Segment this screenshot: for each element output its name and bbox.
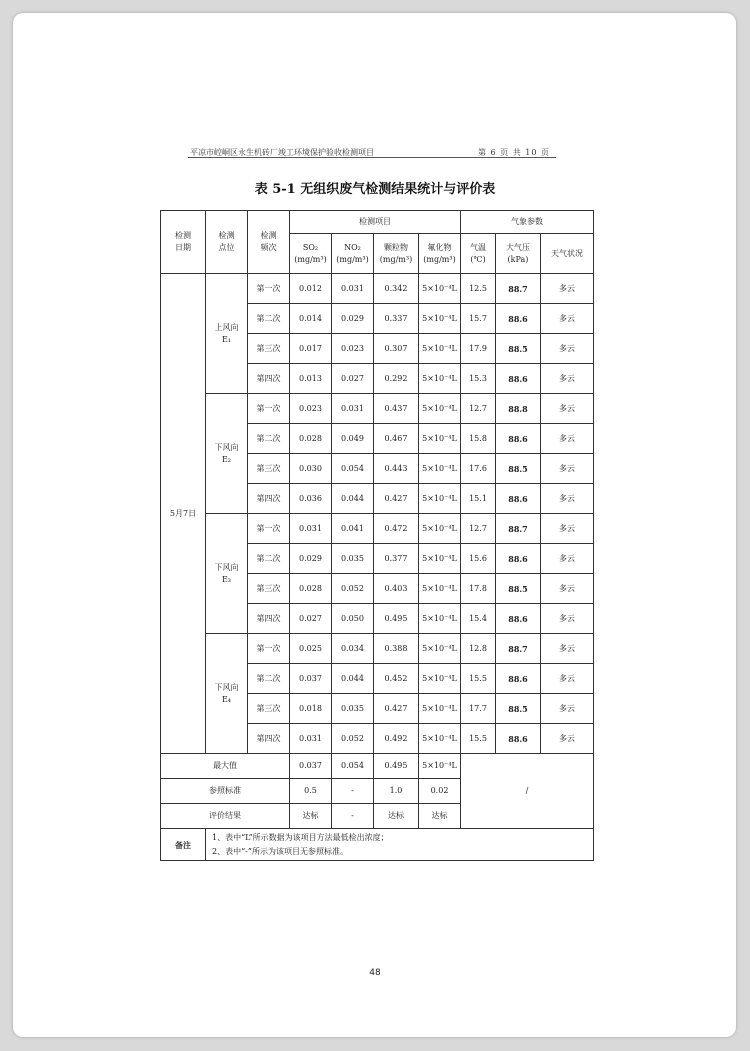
fluoride-cell: 5×10⁻⁴L bbox=[419, 544, 461, 574]
fluoride-cell: 5×10⁻⁴L bbox=[419, 754, 461, 779]
temperature-cell: 15.4 bbox=[461, 604, 496, 634]
header-particulate: 颗粒物 (mg/m³) bbox=[374, 234, 419, 274]
so2-cell: 0.037 bbox=[290, 664, 332, 694]
particulate-cell: 0.452 bbox=[374, 664, 419, 694]
particulate-cell: 0.495 bbox=[374, 754, 419, 779]
fluoride-cell: 5×10⁻⁴L bbox=[419, 634, 461, 664]
frequency-cell: 第一次 bbox=[248, 394, 290, 424]
page-number: 48 bbox=[369, 968, 381, 978]
header-test-items: 检测项目 bbox=[290, 211, 461, 234]
so2-cell: 0.018 bbox=[290, 694, 332, 724]
particulate-cell: 0.443 bbox=[374, 454, 419, 484]
particulate-cell: 0.495 bbox=[374, 604, 419, 634]
pressure-cell: 88.7 bbox=[496, 274, 541, 304]
temperature-cell: 17.9 bbox=[461, 334, 496, 364]
no2-cell: 0.052 bbox=[332, 574, 374, 604]
so2-cell: 0.036 bbox=[290, 484, 332, 514]
temperature-cell: 15.1 bbox=[461, 484, 496, 514]
so2-cell: 0.030 bbox=[290, 454, 332, 484]
particulate-cell: 0.342 bbox=[374, 274, 419, 304]
fluoride-cell: 5×10⁻⁴L bbox=[419, 394, 461, 424]
frequency-cell: 第四次 bbox=[248, 604, 290, 634]
header-no2: NO₂ (mg/m³) bbox=[332, 234, 374, 274]
no2-cell: 0.050 bbox=[332, 604, 374, 634]
note-line: 1、表中“L”所示数据为该项目方法最低检出浓度； bbox=[212, 832, 389, 842]
pressure-cell: 88.6 bbox=[496, 484, 541, 514]
particulate-cell: 达标 bbox=[374, 804, 419, 829]
weather-cell: 多云 bbox=[541, 694, 594, 724]
weather-cell: 多云 bbox=[541, 364, 594, 394]
fluoride-cell: 5×10⁻⁴L bbox=[419, 694, 461, 724]
so2-cell: 0.013 bbox=[290, 364, 332, 394]
frequency-cell: 第三次 bbox=[248, 694, 290, 724]
weather-cell: 多云 bbox=[541, 484, 594, 514]
pressure-cell: 88.5 bbox=[496, 454, 541, 484]
point-cell: 下风向 E₂ bbox=[206, 394, 248, 514]
pressure-cell: 88.7 bbox=[496, 514, 541, 544]
particulate-cell: 0.472 bbox=[374, 514, 419, 544]
pressure-cell: 88.5 bbox=[496, 694, 541, 724]
so2-cell: 0.025 bbox=[290, 634, 332, 664]
no2-cell: - bbox=[332, 779, 374, 804]
summary-label: 最大值 bbox=[161, 754, 290, 779]
fluoride-cell: 5×10⁻⁴L bbox=[419, 604, 461, 634]
no2-cell: 0.054 bbox=[332, 454, 374, 484]
no2-cell: - bbox=[332, 804, 374, 829]
so2-cell: 0.017 bbox=[290, 334, 332, 364]
no2-cell: 0.041 bbox=[332, 514, 374, 544]
pressure-cell: 88.6 bbox=[496, 364, 541, 394]
weather-cell: 多云 bbox=[541, 544, 594, 574]
pressure-cell: 88.6 bbox=[496, 544, 541, 574]
point-cell: 下风向 E₃ bbox=[206, 514, 248, 634]
no2-cell: 0.023 bbox=[332, 334, 374, 364]
so2-cell: 0.5 bbox=[290, 779, 332, 804]
point-cell: 上风向 E₁ bbox=[206, 274, 248, 394]
particulate-cell: 0.292 bbox=[374, 364, 419, 394]
frequency-cell: 第一次 bbox=[248, 514, 290, 544]
frequency-cell: 第四次 bbox=[248, 364, 290, 394]
particulate-cell: 0.307 bbox=[374, 334, 419, 364]
no2-cell: 0.027 bbox=[332, 364, 374, 394]
temperature-cell: 12.7 bbox=[461, 514, 496, 544]
frequency-cell: 第二次 bbox=[248, 304, 290, 334]
particulate-cell: 0.427 bbox=[374, 694, 419, 724]
fluoride-cell: 5×10⁻⁴L bbox=[419, 454, 461, 484]
fluoride-cell: 5×10⁻⁴L bbox=[419, 424, 461, 454]
fluoride-cell: 5×10⁻⁴L bbox=[419, 304, 461, 334]
running-header-page-count: 第 6 页 共 10 页 bbox=[478, 148, 550, 157]
so2-cell: 0.031 bbox=[290, 724, 332, 754]
point-cell: 下风向 E₄ bbox=[206, 634, 248, 754]
weather-cell: 多云 bbox=[541, 634, 594, 664]
particulate-cell: 0.427 bbox=[374, 484, 419, 514]
frequency-cell: 第一次 bbox=[248, 634, 290, 664]
summary-row bbox=[161, 754, 594, 779]
pressure-cell: 88.5 bbox=[496, 574, 541, 604]
weather-cell: 多云 bbox=[541, 334, 594, 364]
summary-label: 参照标准 bbox=[161, 779, 290, 804]
frequency-cell: 第四次 bbox=[248, 724, 290, 754]
so2-cell: 0.012 bbox=[290, 274, 332, 304]
weather-cell: 多云 bbox=[541, 574, 594, 604]
temperature-cell: 17.7 bbox=[461, 694, 496, 724]
temperature-cell: 15.6 bbox=[461, 544, 496, 574]
so2-cell: 0.028 bbox=[290, 574, 332, 604]
fluoride-cell: 达标 bbox=[419, 804, 461, 829]
fluoride-cell: 5×10⁻⁴L bbox=[419, 364, 461, 394]
note-line: 2、表中“-”所示为该项目无参照标准。 bbox=[212, 846, 348, 856]
particulate-cell: 0.467 bbox=[374, 424, 419, 454]
weather-cell: 多云 bbox=[541, 274, 594, 304]
so2-cell: 0.027 bbox=[290, 604, 332, 634]
weather-cell: 多云 bbox=[541, 664, 594, 694]
temperature-cell: 15.7 bbox=[461, 304, 496, 334]
weather-cell: 多云 bbox=[541, 394, 594, 424]
no2-cell: 0.035 bbox=[332, 544, 374, 574]
so2-cell: 0.029 bbox=[290, 544, 332, 574]
fluoride-cell: 5×10⁻⁴L bbox=[419, 664, 461, 694]
frequency-cell: 第二次 bbox=[248, 664, 290, 694]
temperature-cell: 15.5 bbox=[461, 664, 496, 694]
particulate-cell: 0.377 bbox=[374, 544, 419, 574]
weather-cell: 多云 bbox=[541, 424, 594, 454]
frequency-cell: 第一次 bbox=[248, 274, 290, 304]
notes-text bbox=[206, 829, 594, 861]
so2-cell: 0.014 bbox=[290, 304, 332, 334]
pressure-cell: 88.6 bbox=[496, 664, 541, 694]
header-rule bbox=[188, 157, 556, 158]
header-pressure: 大气压 (kPa) bbox=[496, 234, 541, 274]
results-table bbox=[160, 210, 594, 861]
so2-cell: 0.023 bbox=[290, 394, 332, 424]
no2-cell: 0.034 bbox=[332, 634, 374, 664]
table-row bbox=[161, 274, 594, 304]
pressure-cell: 88.6 bbox=[496, 724, 541, 754]
notes-row bbox=[161, 829, 594, 861]
temperature-cell: 15.5 bbox=[461, 724, 496, 754]
running-header-left: 平凉市崆峒区永生机砖厂竣工环境保护验收检测项目 bbox=[190, 148, 374, 157]
summary-label: 评价结果 bbox=[161, 804, 290, 829]
frequency-cell: 第三次 bbox=[248, 454, 290, 484]
header-date: 检测 日期 bbox=[161, 211, 206, 274]
fluoride-cell: 5×10⁻⁴L bbox=[419, 724, 461, 754]
pressure-cell: 88.6 bbox=[496, 304, 541, 334]
header-weather: 天气状况 bbox=[541, 234, 594, 274]
notes-label: 备注 bbox=[161, 829, 206, 861]
fluoride-cell: 5×10⁻⁴L bbox=[419, 514, 461, 544]
particulate-cell: 0.337 bbox=[374, 304, 419, 334]
temperature-cell: 12.5 bbox=[461, 274, 496, 304]
particulate-cell: 0.437 bbox=[374, 394, 419, 424]
frequency-cell: 第二次 bbox=[248, 424, 290, 454]
temperature-cell: 12.8 bbox=[461, 634, 496, 664]
particulate-cell: 0.388 bbox=[374, 634, 419, 664]
header-frequency: 检测 频次 bbox=[248, 211, 290, 274]
header-point: 检测 点位 bbox=[206, 211, 248, 274]
so2-cell: 0.031 bbox=[290, 514, 332, 544]
no2-cell: 0.044 bbox=[332, 664, 374, 694]
weather-cell: 多云 bbox=[541, 724, 594, 754]
weather-summary-cell: / bbox=[461, 754, 594, 829]
header-fluoride: 氟化物 (mg/m³) bbox=[419, 234, 461, 274]
fluoride-cell: 0.02 bbox=[419, 779, 461, 804]
table-row bbox=[161, 394, 594, 424]
fluoride-cell: 5×10⁻⁴L bbox=[419, 484, 461, 514]
weather-cell: 多云 bbox=[541, 304, 594, 334]
temperature-cell: 17.6 bbox=[461, 454, 496, 484]
pressure-cell: 88.6 bbox=[496, 604, 541, 634]
no2-cell: 0.052 bbox=[332, 724, 374, 754]
temperature-cell: 17.8 bbox=[461, 574, 496, 604]
header-weather-params: 气象参数 bbox=[461, 211, 594, 234]
pressure-cell: 88.5 bbox=[496, 334, 541, 364]
so2-cell: 0.028 bbox=[290, 424, 332, 454]
frequency-cell: 第二次 bbox=[248, 544, 290, 574]
frequency-cell: 第三次 bbox=[248, 334, 290, 364]
header-temperature: 气温 (℃) bbox=[461, 234, 496, 274]
frequency-cell: 第四次 bbox=[248, 484, 290, 514]
temperature-cell: 15.3 bbox=[461, 364, 496, 394]
pressure-cell: 88.7 bbox=[496, 634, 541, 664]
no2-cell: 0.029 bbox=[332, 304, 374, 334]
table-title: 表 5-1 无组织废气检测结果统计与评价表 bbox=[254, 182, 496, 197]
pressure-cell: 88.8 bbox=[496, 394, 541, 424]
no2-cell: 0.054 bbox=[332, 754, 374, 779]
weather-cell: 多云 bbox=[541, 454, 594, 484]
particulate-cell: 0.492 bbox=[374, 724, 419, 754]
fluoride-cell: 5×10⁻⁴L bbox=[419, 334, 461, 364]
frequency-cell: 第三次 bbox=[248, 574, 290, 604]
temperature-cell: 15.8 bbox=[461, 424, 496, 454]
no2-cell: 0.031 bbox=[332, 274, 374, 304]
so2-cell: 0.037 bbox=[290, 754, 332, 779]
no2-cell: 0.031 bbox=[332, 394, 374, 424]
so2-cell: 达标 bbox=[290, 804, 332, 829]
temperature-cell: 12.7 bbox=[461, 394, 496, 424]
table-row bbox=[161, 634, 594, 664]
particulate-cell: 0.403 bbox=[374, 574, 419, 604]
date-cell: 5月7日 bbox=[161, 274, 206, 754]
header-so2: SO₂ (mg/m³) bbox=[290, 234, 332, 274]
fluoride-cell: 5×10⁻⁴L bbox=[419, 574, 461, 604]
weather-cell: 多云 bbox=[541, 604, 594, 634]
weather-cell: 多云 bbox=[541, 514, 594, 544]
pressure-cell: 88.6 bbox=[496, 424, 541, 454]
no2-cell: 0.049 bbox=[332, 424, 374, 454]
no2-cell: 0.044 bbox=[332, 484, 374, 514]
particulate-cell: 1.0 bbox=[374, 779, 419, 804]
fluoride-cell: 5×10⁻⁴L bbox=[419, 274, 461, 304]
table-row bbox=[161, 514, 594, 544]
no2-cell: 0.035 bbox=[332, 694, 374, 724]
